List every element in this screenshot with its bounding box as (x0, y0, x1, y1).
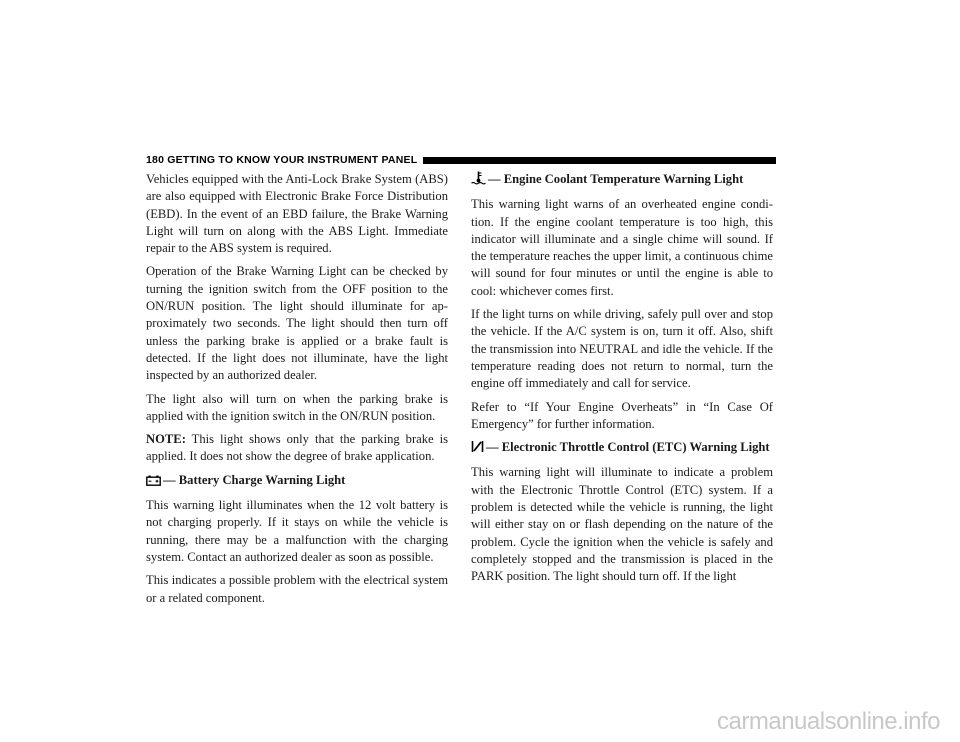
header-rule (423, 157, 776, 164)
coolant-paragraph-3: Refer to “If Your Engine Overheats” in “In Case Of Emergency” for further information. (471, 399, 773, 431)
brake-check-paragraph: Operation of the Brake Warning Light can be checked by turning the ignition switch from the OFF position to the ON/RUN position. The light should illuminate for ap-proximately two seconds. The light should then turn off unless the parking brake is applied or a brake fault is detected. If the light does not illuminate, have the light inspected by an authorized dealer. (146, 264, 448, 383)
parking-brake-paragraph: The light also will turn on when the parking brake is applied with the ignition switch in the ON/RUN position. (146, 391, 448, 423)
note-text: This light shows only that the parking brake is applied. It does not show the degree of brake application. (146, 432, 448, 464)
battery-heading-text: — Battery Charge Warning Light (163, 472, 346, 487)
page-header (146, 152, 776, 168)
battery-heading (146, 472, 448, 491)
etc-heading-text: — Electronic Throttle Control (ETC) Warning Light (486, 440, 770, 455)
note-paragraph (146, 431, 448, 466)
abs-ebd-paragraph: Vehicles equipped with the Anti-Lock Brake System (ABS) are also equipped with Electronic Brake Force Distribution (EBD). In the event of an EBD failure, the Brake Warning Light will turn on along with the ABS Light. Immediate repair to the ABS system is required. (146, 172, 448, 256)
coolant-paragraph-2: If the light turns on while driving, safely pull over and stop the vehicle. If the A/C system is on, turn it off. Also, shift the transmission into NEUTRAL and idle the vehicle. If the temperature reading does not return to normal, turn the engine off immediately and call for service. (471, 307, 773, 391)
coolant-heading-text: — Engine Coolant Temperature Warning Light (488, 172, 744, 186)
watermark: carmanualsonline.info (717, 708, 940, 735)
page-header-label: 180 GETTING TO KNOW YOUR INSTRUMENT PANEL (146, 154, 418, 166)
coolant-heading (471, 171, 773, 190)
throttle-control-icon (471, 440, 484, 458)
battery-paragraph-2: This indicates a possible problem with the electrical system or a related component. (146, 573, 448, 605)
coolant-paragraph-1: This warning light warns of an overheated engine condi-tion. If the engine coolant temperature is too high, this indicator will illuminate and a single chime will sound. If the temperature reaches the upper limit, a continuous chime will sound for four minutes or until the engine is able to cool: whichever comes first. (471, 197, 773, 298)
right-column (471, 171, 773, 592)
battery-paragraph-1: This warning light illuminates when the 12 volt battery is not charging properly. If it stays on while the vehicle is running, there may be a malfunction with the charging system. Contact an authorized dealer as soon as possible. (146, 498, 448, 564)
etc-heading (471, 439, 773, 458)
battery-icon (146, 474, 161, 491)
coolant-temperature-icon (471, 171, 486, 190)
note-label: NOTE: (146, 432, 186, 447)
left-column (146, 171, 448, 613)
etc-paragraph-1: This warning light will illuminate to indicate a problem with the Electronic Throttle Control (ETC) system. If a problem is detected while the vehicle is running, the light will either stay on or flash depending on the nature of the problem. Cycle the ignition when the vehicle is safely and completely stopped and the transmission is placed in the PARK position. The light should turn off. If the light (471, 465, 773, 584)
